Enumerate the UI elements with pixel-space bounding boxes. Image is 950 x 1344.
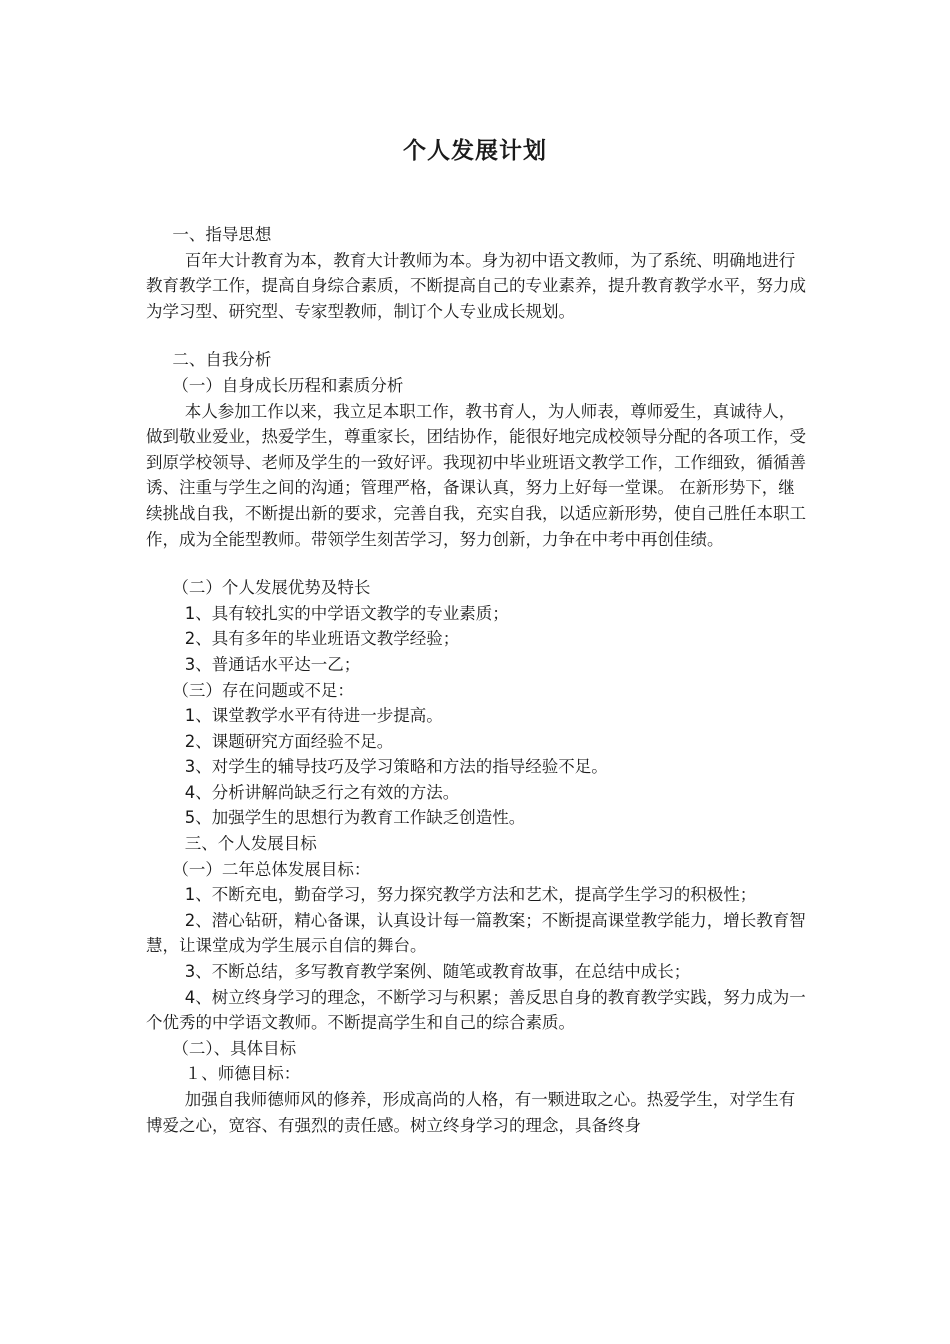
section-2-1-heading: （一）自身成长历程和素质分析	[172, 375, 404, 395]
section-1-heading: 一、指导思想	[172, 225, 272, 244]
list-item: 3、不断总结，多写教育教学案例、随笔或教育故事，在总结中成长；	[184, 962, 691, 982]
list-item: 5、加强学生的思想行为教育工作缺乏创造性。	[184, 808, 526, 828]
section-2-1-paragraph: 本人参加工作以来，我立足本职工作，教书育人，为人师表，尊师爱生，真诚待人，做到敬业爱业，热爱学生，尊重家长，团结协作，能很好地完成校领导分配的各项工作，受到原学校领导、老师及学生的一致好评。我现初中毕业班语文教学工作，工作细致，循循善诱、注重与学生之间的沟通；管理严格，备课认真，努力上好每一堂课。 在新形势下，继续挑战自我，不断提出新的要求，完善自我，充实自我，以适应新形势，使自己胜任本职工作，成为全能型教师。带领学生刻苦学习，努力创新，力争在中考中再创佳绩。	[146, 401, 806, 549]
section-2-heading: 二、自我分析	[172, 350, 272, 370]
section-2-3-heading: （三）存在问题或不足：	[172, 680, 354, 700]
section-3-2-1-paragraph: 加强自我师德师风的修养，形成高尚的人格，有一颗进取之心。热爱学生，对学生有博爱之心，宽容、有强烈的责任感。树立终身学习的理念，具备终身	[146, 1090, 796, 1135]
list-item: 2、潜心钻研，精心备课，认真设计每一篇教案；不断提高课堂教学能力，增长教育智慧，让课堂成为学生展示自信的舞台。	[146, 910, 806, 956]
list-item: 1、课堂教学水平有待进一步提高。	[184, 706, 443, 726]
paragraph-gap	[146, 552, 808, 575]
document-body	[146, 222, 808, 1138]
list-item: 3、对学生的辅导技巧及学习策略和方法的指导经验不足。	[184, 757, 608, 777]
page-title: 个人发展计划	[403, 138, 547, 164]
paragraph-gap	[146, 324, 808, 347]
section-3-1-heading: （一）二年总体发展目标：	[172, 859, 371, 879]
section-3-heading: 三、个人发展目标	[184, 834, 317, 854]
list-item: 2、具有多年的毕业班语文教学经验；	[184, 629, 460, 649]
list-item: 4、分析讲解尚缺乏行之有效的方法。	[184, 782, 460, 802]
section-3-2-heading: （二）、具体目标	[172, 1038, 297, 1058]
section-3-2-1-heading: １、师德目标：	[184, 1064, 301, 1084]
list-item: 4、树立终身学习的理念，不断学习与积累；善反思自身的教育教学实践，努力成为一个优秀的中学语文教师。不断提高学生和自己的综合素质。	[146, 987, 806, 1033]
section-1-paragraph: 百年大计教育为本，教育大计教师为本。身为初中语文教师，为了系统、明确地进行教育教学工作，提高自身综合素质，不断提高自己的专业素养，提升教育教学水平，努力成为学习型、研究型、专家型教师，制订个人专业成长规划。	[146, 250, 806, 321]
list-item: 1、具有较扎实的中学语文教学的专业素质；	[184, 603, 509, 623]
list-item: 1、不断充电，勤奋学习，努力探究教学方法和艺术，提高学生学习的积极性；	[184, 885, 757, 905]
list-item: 2、课题研究方面经验不足。	[184, 731, 394, 751]
section-2-2-heading: （二）个人发展优势及特长	[172, 578, 371, 598]
list-item: 3、普通话水平达一乙；	[184, 654, 361, 674]
